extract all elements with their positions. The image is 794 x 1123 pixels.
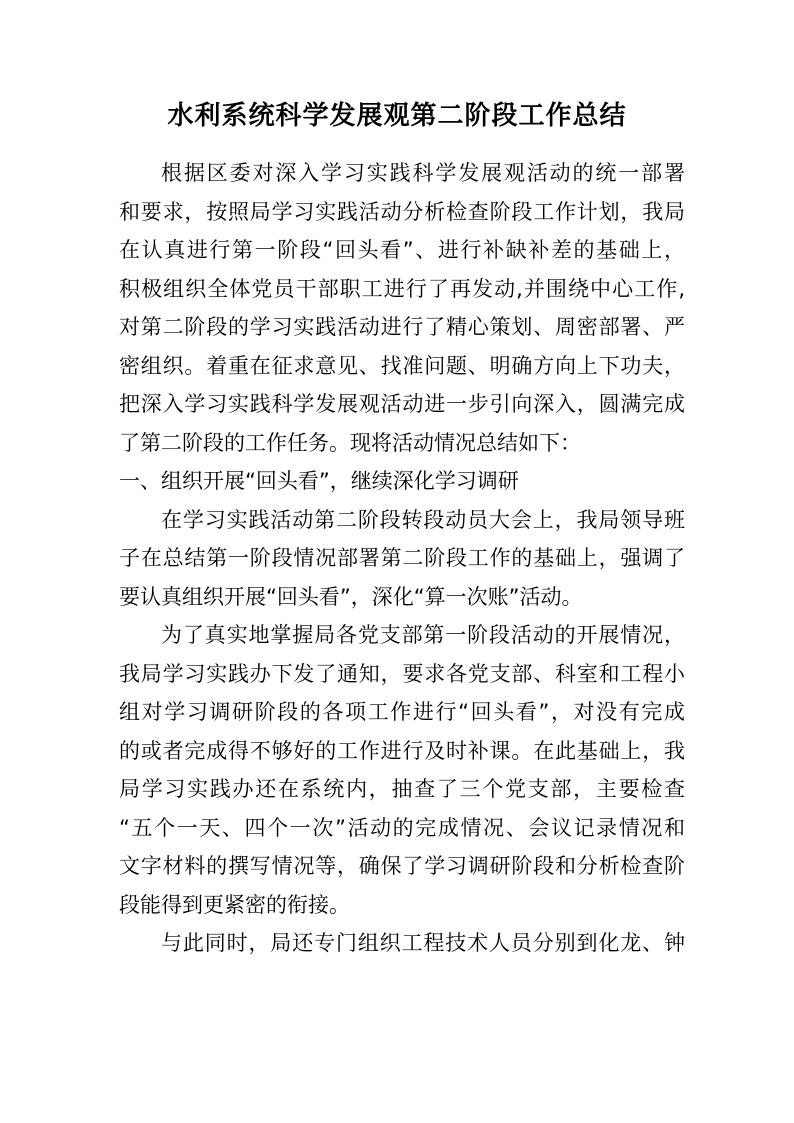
- paragraph-line: 段能得到更紧密的衔接。: [119, 892, 350, 917]
- paragraph-line: 子在总结第一阶段情况部署第二阶段工作的基础上，强调了: [119, 546, 685, 570]
- paragraph-line: 和要求，按照局学习实践活动分析检查阶段工作计划，我局: [119, 199, 685, 224]
- paragraph-line: 局学习实践办还在系统内，抽查了三个党支部，主要检查: [119, 777, 685, 801]
- paragraph-line: 积极组织全体党员干部职工进行了再发动,并围绕中心工作,: [119, 276, 685, 301]
- paragraph-line: 为了真实地掌握局各党支部第一阶段活动的开展情况，: [161, 623, 685, 647]
- document-title: 水利系统科学发展观第二阶段工作总结: [167, 101, 627, 131]
- document-body: [119, 154, 685, 963]
- paragraph-line: 根据区委对深入学习实践科学发展观活动的统一部署: [161, 161, 685, 185]
- section-heading: 一、组织开展“回头看”，继续深化学习调研: [119, 469, 519, 493]
- paragraph-line: 与此同时，局还专门组织工程技术人员分别到化龙、钟: [161, 931, 685, 955]
- paragraph-line: 的或者完成得不够好的工作进行及时补课。在此基础上，我: [119, 738, 685, 763]
- paragraph-line: “五个一天、四个一次”活动的完成情况、会议记录情况和: [119, 815, 685, 840]
- paragraph-line: 对第二阶段的学习实践活动进行了精心策划、周密部署、严: [119, 315, 685, 339]
- paragraph-line: 要认真组织开展“回头看”，深化“算一次账”活动。: [119, 584, 583, 609]
- paragraph-line: 把深入学习实践科学发展观活动进一步引向深入，圆满完成: [119, 392, 685, 416]
- paragraph-line: 密组织。着重在征求意见、找准问题、明确方向上下功夫，: [119, 353, 685, 378]
- paragraph-line: 在学习实践活动第二阶段转段动员大会上，我局领导班: [161, 507, 685, 532]
- paragraph-line: 组对学习调研阶段的各项工作进行“回头看”，对没有完成: [119, 700, 685, 724]
- paragraph-line: 了第二阶段的工作任务。现将活动情况总结如下：: [119, 430, 581, 455]
- paragraph-line: 我局学习实践办下发了通知，要求各党支部、科室和工程小: [119, 661, 685, 686]
- paragraph-line: 在认真进行第一阶段“回头看”、进行补缺补差的基础上，: [119, 238, 685, 262]
- paragraph-line: 文字材料的撰写情况等，确保了学习调研阶段和分析检查阶: [119, 854, 685, 878]
